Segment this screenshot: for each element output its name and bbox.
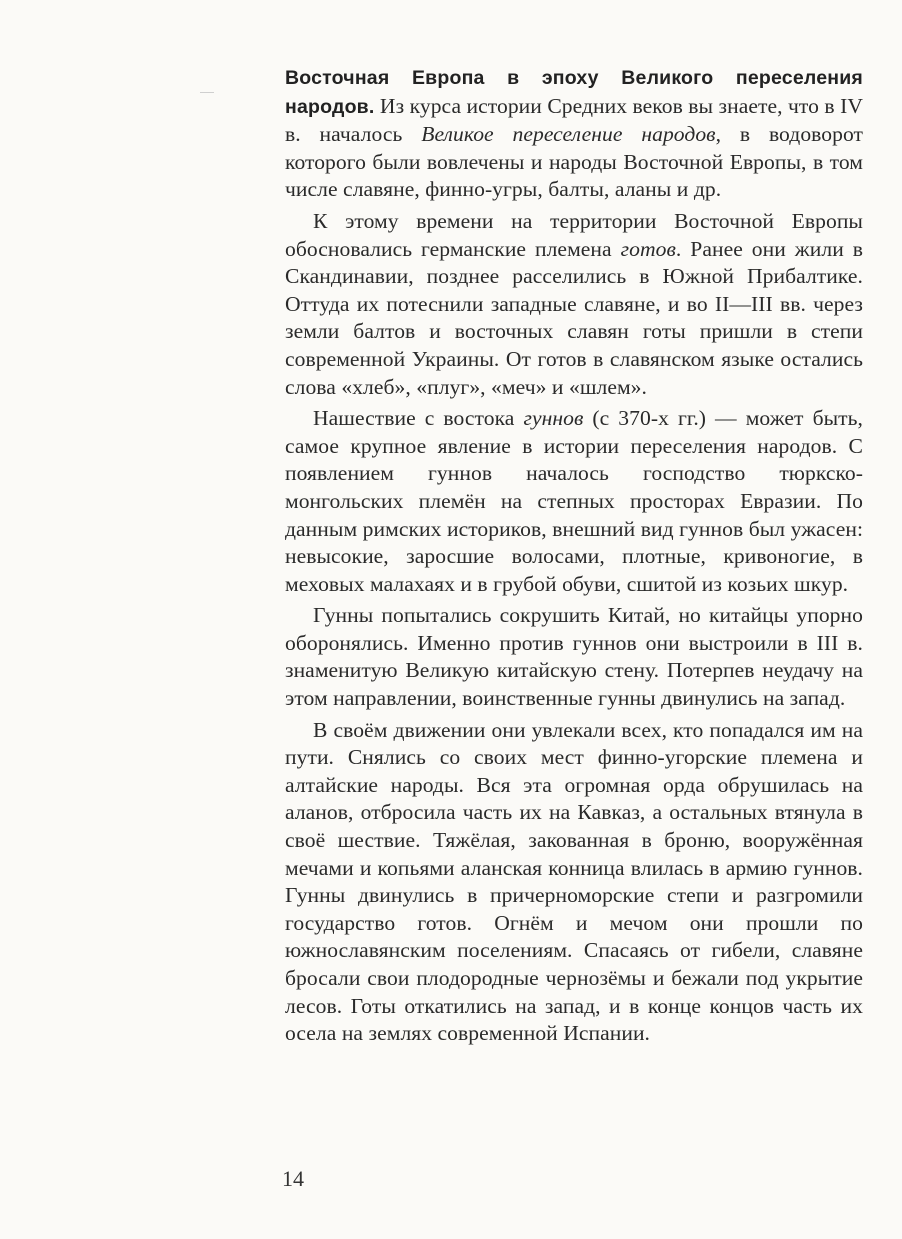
paragraph-4: Гунны попытались сокрушить Китай, но китайцы упорно оборонялись. Именно против гуннов они выстроили в III в. знаменитую Великую китайскую стену. Потерпев неудачу на этом направлении, воинственные гунны двинулись на запад.: [285, 603, 863, 711]
paragraph-2-text-a: К этому времени на территории Восточной Европы обосновались германские племена: [285, 208, 863, 261]
paragraph-5: В своём движении они увлекали всех, кто попадался им на пути. Снялись со своих мест финно-угорские племена и алтайские народы. Вся эта огромная орда обрушилась на аланов, отбросила часть их на Кавказ, а остальных втянула в своё шествие. Тяжёлая, закованная в броню, вооружённая мечами и копьями аланская конница влилась в армию гуннов. Гунны двинулись в причерноморские степи и разгромили государство готов. Огнём и мечом они прошли по южнославянским поселениям. Спасаясь от гибели, славяне бросали свои плодородные чернозёмы и бежали под укрытие лесов. Готы откатились на запад, и в конце концов часть их осела на землях современной Испании.: [285, 717, 863, 1046]
paragraph-3: [285, 405, 863, 598]
paragraph-3-term: гуннов: [523, 406, 584, 431]
scan-artifact-mark: [200, 92, 214, 93]
paragraph-3-text-a: Нашествие с востока: [313, 406, 524, 431]
paragraph-1-text-a: Из курса истории Средних веков вы знаете, что в IV в. началось: [285, 93, 863, 147]
paragraph-3-text-b: (с 370-х гг.) — может быть, самое крупное явление в истории переселения народов. С появлением гуннов началось господство тюркско-монгольских племён на степных просторах Евразии. По данным римских историков, внешний вид гуннов был ужасен: невысокие, заросшие волосами, плотные, кривоногие, в меховых малахаях и в грубой обуви, сшитой из козьих шкур.: [285, 406, 863, 596]
page-number: 14: [282, 1166, 304, 1191]
paragraph-2: [285, 208, 863, 401]
body-text: [285, 64, 863, 1052]
section-heading: Восточная Европа в эпоху Великого переселения народов.: [285, 67, 863, 118]
paragraph-1-text-b: , в водоворот которого были вовлечены и народы Восточной Европы, в том числе славяне, финно-угры, балты, аланы и др.: [285, 122, 864, 202]
paragraph-2-text-b: . Ранее они жили в Скандинавии, позднее расселились в Южной Прибалтике. Оттуда их потеснили западные славяне, и во II—III вв. через земли балтов и восточных славян готы пришли в степи современной Украины. От готов в славянском языке остались слова «хлеб», «плуг», «меч» и «шлем».: [285, 236, 864, 399]
paragraph-1-term: Великое переселение народов: [421, 122, 716, 147]
paragraph-1: [285, 64, 863, 204]
paragraph-2-term: готов: [620, 236, 676, 261]
